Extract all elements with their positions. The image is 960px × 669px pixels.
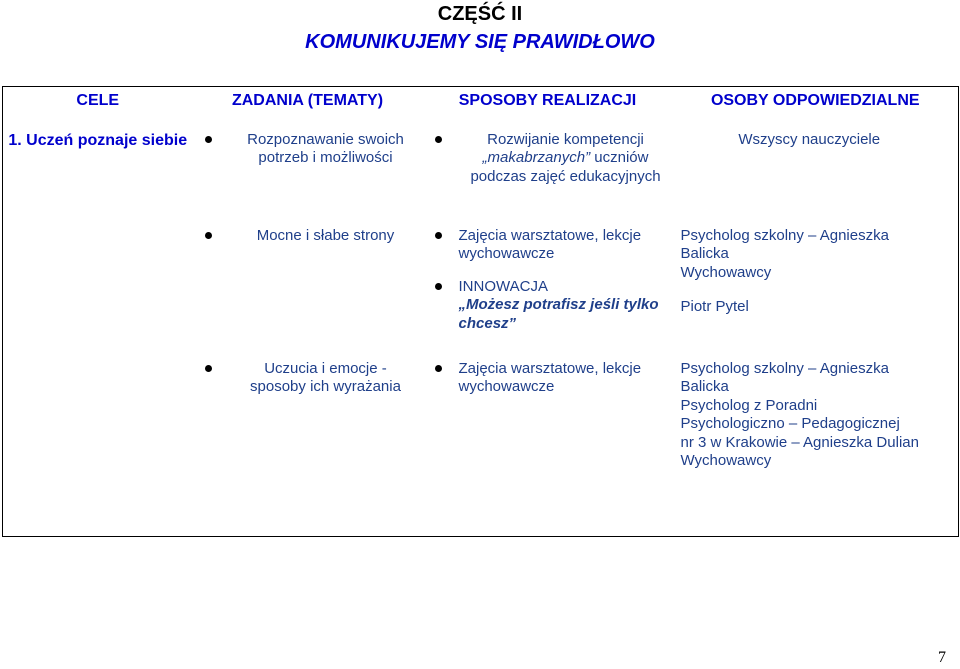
method-cell (423, 360, 673, 537)
goal-cell (3, 131, 193, 537)
page-number: 7 (938, 649, 946, 666)
program-table (2, 86, 959, 537)
list-item: INNOWACJA „Możesz potrafisz jeśli tylko chcesz” (423, 278, 673, 334)
responsible-cell: Wszyscy nauczyciele (673, 131, 959, 227)
header-goals: CELE (3, 87, 193, 131)
header-responsible: OSOBY ODPOWIEDZIALNE (673, 87, 959, 131)
header-tasks: ZADANIA (TEMATY) (193, 87, 423, 131)
goal-text: 1. Uczeń poznaje siebie (8, 131, 188, 149)
list-item: Zajęcia warsztatowe, lekcje wychowawcze (423, 227, 673, 264)
table-row (3, 131, 959, 227)
list-item: Rozwijanie kompetencji „makabrzanych” uczniów podczas zajęć edukacyjnych (423, 131, 673, 187)
list-item: Mocne i słabe strony (193, 227, 423, 246)
list-item: Zajęcia warsztatowe, lekcje wychowawcze (423, 360, 673, 397)
method-cell (423, 131, 673, 227)
table-header-row (3, 87, 959, 131)
list-item: Rozpoznawanie swoich potrzeb i możliwości (193, 131, 423, 168)
list-item: Uczucia i emocje - sposoby ich wyrażania (193, 360, 423, 397)
task-cell (193, 131, 423, 227)
method-cell (423, 227, 673, 360)
responsible-cell: Psycholog szkolny – Agnieszka Balicka Wychowawcy Piotr Pytel (673, 227, 959, 360)
responsible-cell: Psycholog szkolny – Agnieszka Balicka Psycholog z Poradni Psychologiczno – Pedagogicznej nr 3 w Krakowie – Agnieszka Dulian Wychowawcy (673, 360, 959, 537)
task-cell (193, 227, 423, 360)
header-methods: SPOSOBY REALIZACJI (423, 87, 673, 131)
section-title: KOMUNIKUJEMY SIĘ PRAWIDŁOWO (305, 31, 655, 53)
task-cell (193, 360, 423, 537)
part-title: CZĘŚĆ II (437, 3, 523, 25)
